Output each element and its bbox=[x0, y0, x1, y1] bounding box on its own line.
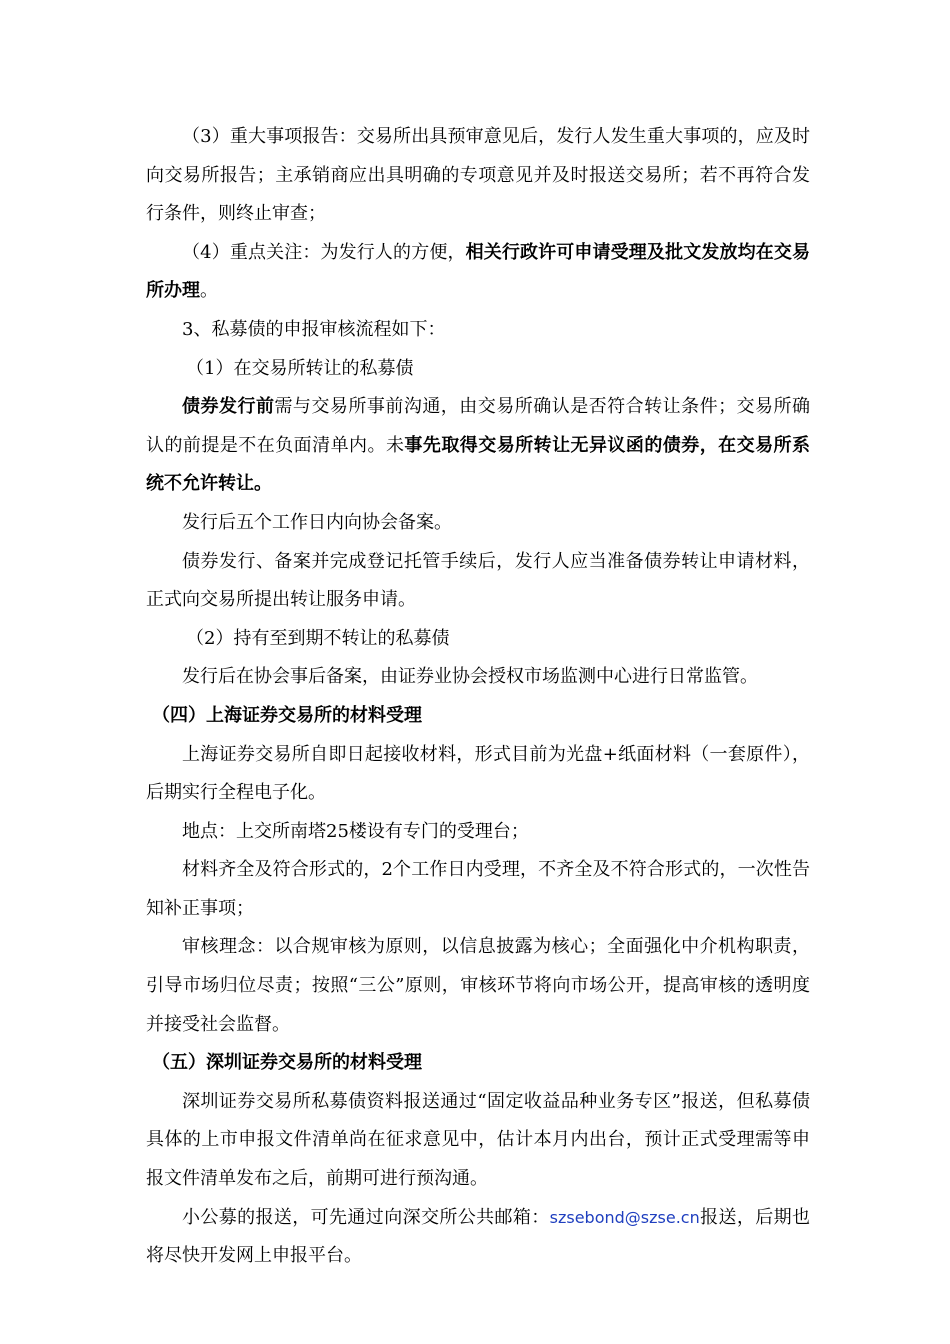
paragraph-post-filing: 发行后在协会事后备案，由证券业协会授权市场监测中心进行日常监管。 bbox=[182, 666, 758, 688]
paragraph-pre-issue bbox=[146, 388, 810, 504]
section-heading-shenzhen: （五）深圳证券交易所的材料受理 bbox=[152, 1052, 422, 1074]
szse-email-link[interactable]: szsebond@szse.cn bbox=[549, 1207, 700, 1227]
pre-issue-text: 需与交易所事前沟通，由交易所确认是否符合转让条件；交易所确认的前提是不在负面清单内。未 bbox=[146, 396, 811, 456]
paragraph-small-public-offering bbox=[146, 1199, 810, 1276]
key-focus-bold: 相关行政许可申请受理及批文发放均在交易所办理 bbox=[146, 241, 810, 302]
paragraph-shanghai-location: 地点：上交所南塔25楼设有专门的受理台； bbox=[182, 820, 529, 842]
paragraph-review-philosophy: 审核理念：以合规审核为原则，以信息披露为核心；全面强化中介机构职责，引导市场归位尽责；按照“三公”原则，审核环节将向市场公开，提高审核的透明度并接受社会监督。 bbox=[146, 936, 810, 1035]
paragraph-shanghai-materials: 上海证券交易所自即日起接收材料，形式目前为光盘+纸面材料（一套原件），后期实行全程电子化。 bbox=[146, 743, 810, 804]
paragraph-private-bond-process: 3、私募债的申报审核流程如下： bbox=[182, 318, 446, 340]
paragraph-key-focus bbox=[146, 234, 810, 311]
paragraph-major-event-report: （3）重大事项报告：交易所出具预审意见后，发行人发生重大事项的，应及时向交易所报告；主承销商应出具明确的专项意见并及时报送交易所；若不再符合发行条件，则终止审查； bbox=[146, 126, 810, 225]
paragraph-shanghai-acceptance: 材料齐全及符合形式的，2个工作日内受理，不齐全及不符合形式的，一次性告知补正事项； bbox=[146, 859, 810, 919]
section-heading-shanghai: （四）上海证券交易所的材料受理 bbox=[152, 704, 422, 726]
pre-issue-bold: 债券发行前 bbox=[182, 396, 275, 418]
small-offering-text-end: 报送，后期也将尽快开发网上申报平台。 bbox=[146, 1206, 811, 1267]
paragraph-shenzhen-materials: 深圳证券交易所私募债资料报送通过“固定收益品种业务专区”报送，但私募债具体的上市申报文件清单尚在征求意见中，估计本月内出台，预计正式受理需等申报文件清单发布之后，前期可进行预沟通。 bbox=[146, 1090, 810, 1190]
paragraph-filing: 发行后五个工作日内向协会备案。 bbox=[182, 511, 452, 533]
paragraph-transfer-application: 债券发行、备案并完成登记托管手续后，发行人应当准备债券转让申请材料，正式向交易所提出转让服务申请。 bbox=[146, 550, 810, 611]
key-focus-end: 。 bbox=[200, 280, 218, 302]
pre-issue-bold-end: 事先取得交易所转让无异议函的债券，在交易所系统不允许转让。 bbox=[146, 434, 811, 495]
small-offering-text: 小公募的报送，可先通过向深交所公共邮箱： bbox=[182, 1206, 550, 1228]
subheading-hold-to-maturity: （2）持有至到期不转让的私募债 bbox=[186, 627, 450, 649]
subheading-exchange-transfer: （1）在交易所转让的私募债 bbox=[186, 357, 414, 379]
key-focus-text: （4）重点关注：为发行人的方便， bbox=[182, 241, 466, 263]
